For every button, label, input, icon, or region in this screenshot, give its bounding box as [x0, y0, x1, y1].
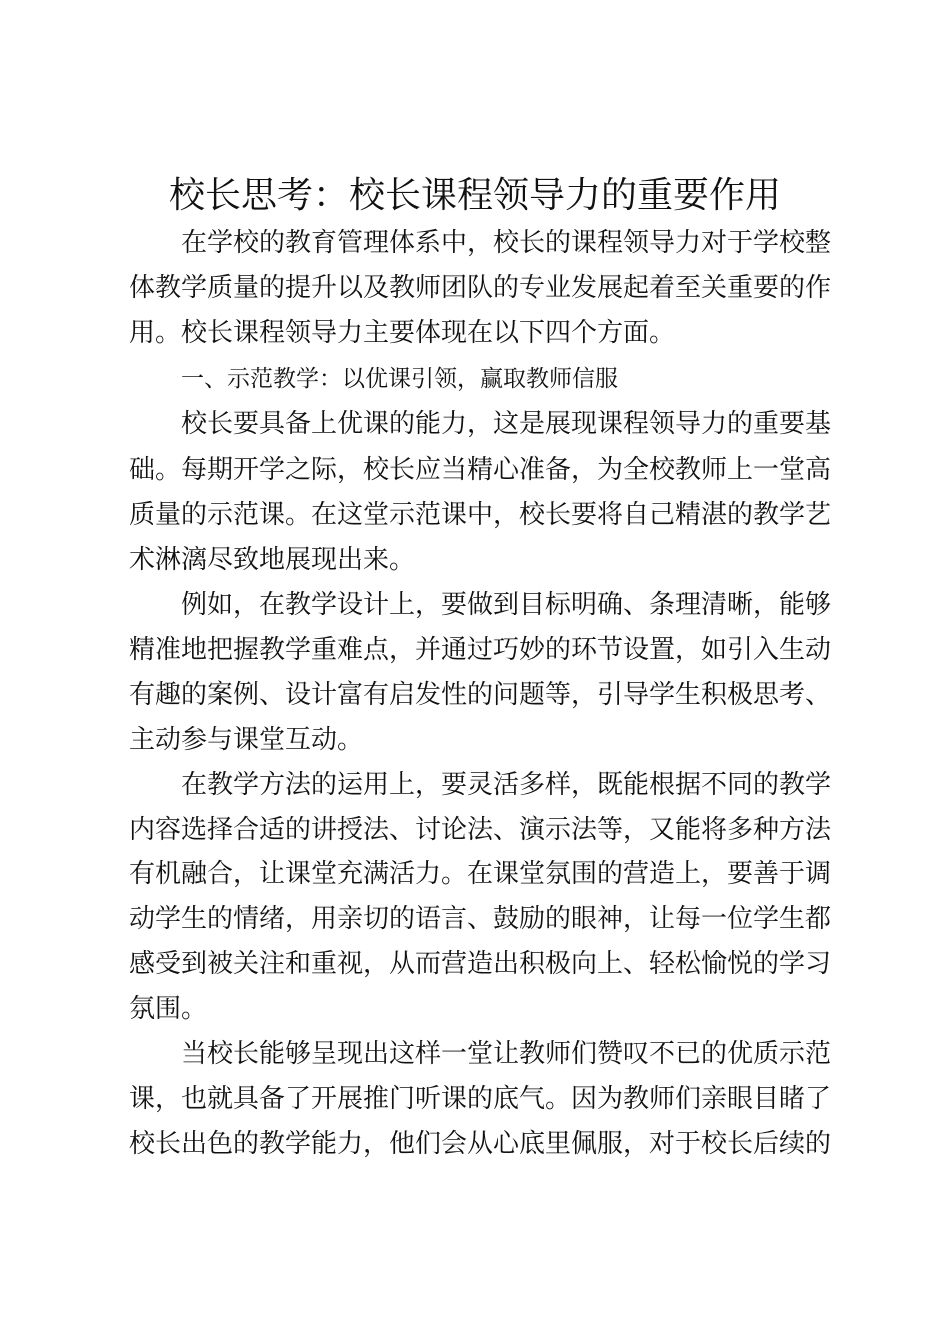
paragraph-line: 主动参与课堂互动。: [129, 725, 364, 755]
paragraph-line: 课，也就具备了开展推门听课的底气。因为教师们亲眼目睹了: [129, 1084, 832, 1114]
section-heading: 一、示范教学：以优课引领，赢取教师信服: [181, 366, 618, 392]
paragraph-line: 例如，在教学设计上，要做到目标明确、条理清晰，能够: [181, 590, 832, 620]
paragraph-line: 氛围。: [129, 994, 208, 1024]
paragraph-line: 感受到被关注和重视，从而营造出积极向上、轻松愉悦的学习: [129, 949, 832, 979]
paragraph-line: 动学生的情绪，用亲切的语言、鼓励的眼神，让每一位学生都: [129, 904, 832, 934]
paragraph-line: 质量的示范课。在这堂示范课中，校长要将自己精湛的教学艺: [129, 500, 832, 530]
paragraph-line: 体教学质量的提升以及教师团队的专业发展起着至关重要的作: [129, 273, 832, 303]
paragraph-line: 有趣的案例、设计富有启发性的问题等，引导学生积极思考、: [129, 680, 832, 710]
paragraph-line: 精准地把握教学重难点，并通过巧妙的环节设置，如引入生动: [129, 635, 832, 665]
paragraph-line: 内容选择合适的讲授法、讨论法、演示法等，又能将多种方法: [129, 815, 832, 845]
paragraph-line: 校长出色的教学能力，他们会从心底里佩服，对于校长后续的: [129, 1129, 832, 1159]
paragraph-line: 用。校长课程领导力主要体现在以下四个方面。: [129, 318, 676, 348]
paragraph-line: 校长要具备上优课的能力，这是展现课程领导力的重要基: [181, 409, 832, 439]
paragraph-line: 在学校的教育管理体系中，校长的课程领导力对于学校整: [181, 228, 832, 258]
paragraph-line: 当校长能够呈现出这样一堂让教师们赞叹不已的优质示范: [181, 1039, 832, 1069]
document-title: 校长思考：校长课程领导力的重要作用: [168, 175, 781, 216]
paragraph-line: 在教学方法的运用上，要灵活多样，既能根据不同的教学: [181, 770, 832, 800]
paragraph-line: 术淋漓尽致地展现出来。: [129, 545, 416, 575]
paragraph-line: 有机融合，让课堂充满活力。在课堂氛围的营造上，要善于调: [129, 859, 832, 889]
paragraph-line: 础。每期开学之际，校长应当精心准备，为全校教师上一堂高: [129, 455, 832, 485]
